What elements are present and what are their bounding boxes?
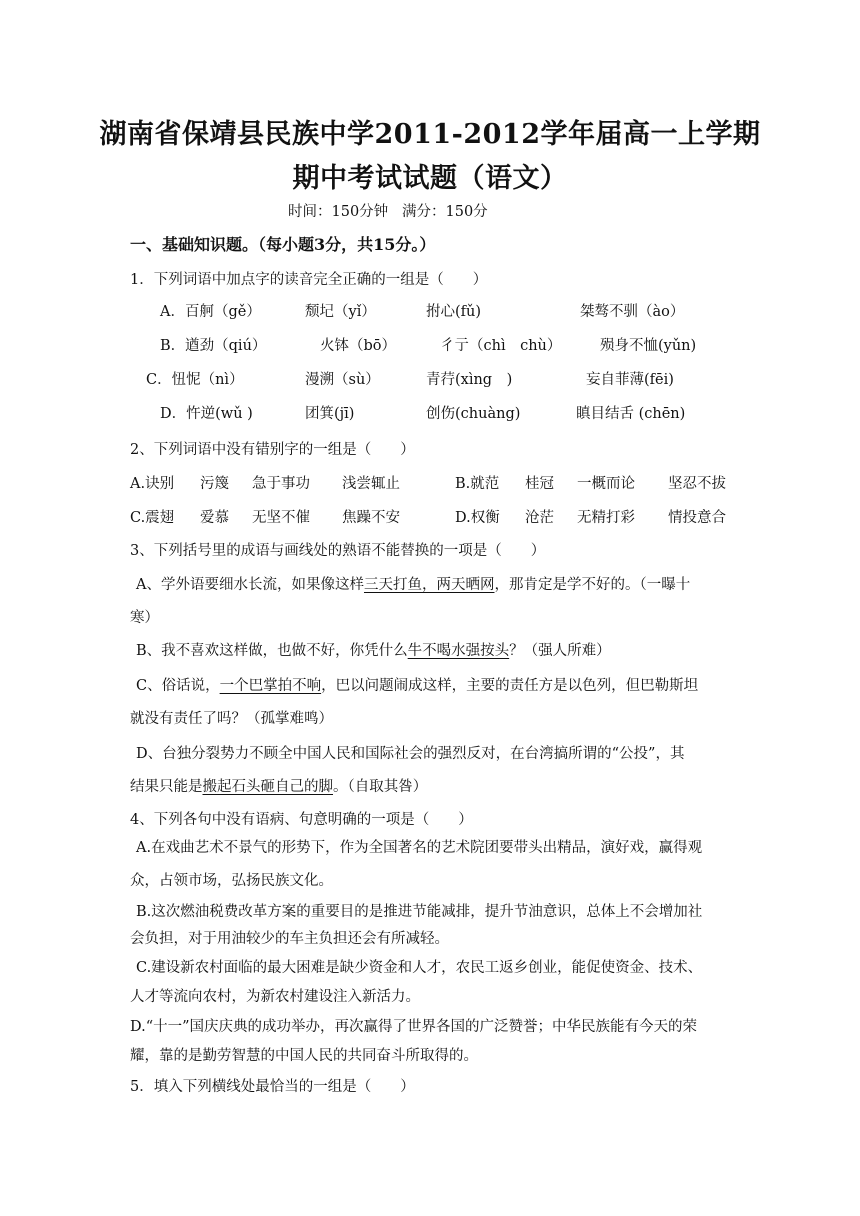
q2-word: 急于事功 [252,476,310,492]
q1-option-b-item-2: 火钵（bō） [320,338,397,354]
q3-option-b [136,641,611,661]
q4-option-c: C.建设新农村面临的最大困难是缺少资金和人才，农民工返乡创业，能促使资金、技术、 [136,960,703,976]
q4-option-b-cont: 会负担，对于用油较少的车主负担还会有所减轻。 [130,931,449,947]
q2-word: D.权衡 [455,510,500,526]
q4-stem: 4、下列各句中没有语病、句意明确的一项是（ ） [130,812,473,828]
q3-b-text: B、我不喜欢这样做，也做不好，你凭什么 [136,643,408,659]
exam-title-line2: 期中考试试题（语文） [292,163,568,194]
q3-c-text: ，巴以问题闹成这样，主要的责任方是以色列，但巴勒斯坦 [321,678,699,694]
q1-option-a-item-3: 拊心(fǔ) [426,304,482,320]
q4-option-d-cont: 耀，靠的是勤劳智慧的中国人民的共同奋斗所取得的。 [130,1048,478,1064]
q3-a-underlined-idiom: 三天打鱼，两天晒网 [363,577,495,593]
q3-option-a-cont: 寒） [130,610,159,626]
q4-option-c-cont: 人才等流向农村，为新农村建设注入新活力。 [130,989,420,1005]
q2-word: 坚忍不拔 [668,476,726,492]
q5-stem: 5．填入下列横线处最恰当的一组是（ ） [130,1079,415,1095]
q4-option-b: B.这次燃油税费改革方案的重要目的是推进节能减排，提升节油意识，总体上不会增加社 [136,904,703,920]
q1-option-c-item-1: C．忸怩（nì） [146,372,244,388]
q3-option-a [136,575,690,595]
q3-stem: 3、下列括号里的成语与画线处的熟语不能替换的一项是（ ） [130,543,546,559]
q4-option-a-cont: 众，占领市场，弘扬民族文化。 [130,873,333,889]
q3-d-underlined-idiom: 搬起石头砸自己的脚 [202,779,333,795]
q1-option-c-item-4: 妄自菲薄(fēi) [586,372,674,388]
q2-word: 无坚不催 [252,510,310,526]
q2-stem: 2、下列词语中没有错别字的一组是（ ） [130,442,415,458]
q3-b-text: ？（强人所难） [509,643,611,659]
q2-word: 一概而论 [577,476,635,492]
q3-option-d-cont [130,777,427,797]
q1-option-d-item-4: 瞋目结舌 (chēn) [576,406,686,422]
q2-word: B.就范 [455,476,500,492]
q1-option-c-item-2: 漫溯（sù） [305,372,380,388]
q2-word: 情投意合 [668,510,726,526]
q3-d-text: 结果只能是 [130,779,203,795]
q1-option-a-item-2: 颓圮（yǐ） [305,304,376,320]
q1-option-b-item-3: 彳亍（chì chù） [440,338,562,354]
exam-title-line1: 湖南省保靖县民族中学2011-2012学年届高一上学期 [99,119,761,150]
q2-word: 爱慕 [200,510,229,526]
q1-option-d-item-1: D．忤逆(wǔ ) [160,406,253,422]
q1-option-a-item-4: 桀骜不驯（ào） [580,304,685,320]
q3-d-text: 。（自取其咎） [333,779,428,795]
q2-word: C.震翅 [130,510,175,526]
q2-word: 沧茫 [525,510,554,526]
q2-word: 污篾 [200,476,229,492]
q2-word: 焦躁不安 [342,510,400,526]
q3-c-underlined-idiom: 一个巴掌拍不响 [219,678,322,694]
score-info: 满分：150分 [402,204,488,220]
q2-word: 无精打彩 [577,510,635,526]
q1-option-b-item-1: B．遒劲（qiú） [160,338,267,354]
q3-option-d: D、台独分裂势力不顾全中国人民和国际社会的强烈反对，在台湾搞所谓的“公投”，其 [136,746,685,762]
q1-option-b-item-4: 殒身不恤(yǔn) [600,338,697,354]
q1-option-a-item-1: A．百舸（gě） [160,304,261,320]
q3-option-c [136,676,698,696]
q4-option-a: A.在戏曲艺术不景气的形势下，作为全国著名的艺术院团要带头出精品，演好戏，赢得观 [136,840,703,856]
q1-option-d-item-3: 创伤(chuàng) [426,406,521,422]
q3-option-c-cont: 就没有责任了吗？（孤掌难鸣） [130,711,333,727]
q2-word: 桂冠 [525,476,554,492]
q4-option-d: D.“十一”国庆庆典的成功举办，再次赢得了世界各国的广泛赞誉；中华民族能有今天的荣 [130,1019,698,1035]
q3-b-underlined-idiom: 牛不喝水强按头 [407,643,510,659]
q3-a-text: A、学外语要细水长流，如果像这样 [136,577,364,593]
section-heading: 一、基础知识题。（每小题3分，共15分。） [130,235,436,254]
q1-option-c-item-3: 青荇(xìng ) [426,372,513,388]
q1-option-d-item-2: 团箕(jī) [305,406,355,422]
time-info: 时间：150分钟 [288,204,389,220]
q1-stem: 1．下列词语中加点字的读音完全正确的一组是（ ） [130,272,488,288]
q3-a-text: ，那肯定是学不好的。（一曝十 [494,577,691,593]
q3-c-text: C、俗话说， [136,678,220,694]
q2-word: A.诀别 [130,476,175,492]
q2-word: 浅尝辄止 [342,476,400,492]
